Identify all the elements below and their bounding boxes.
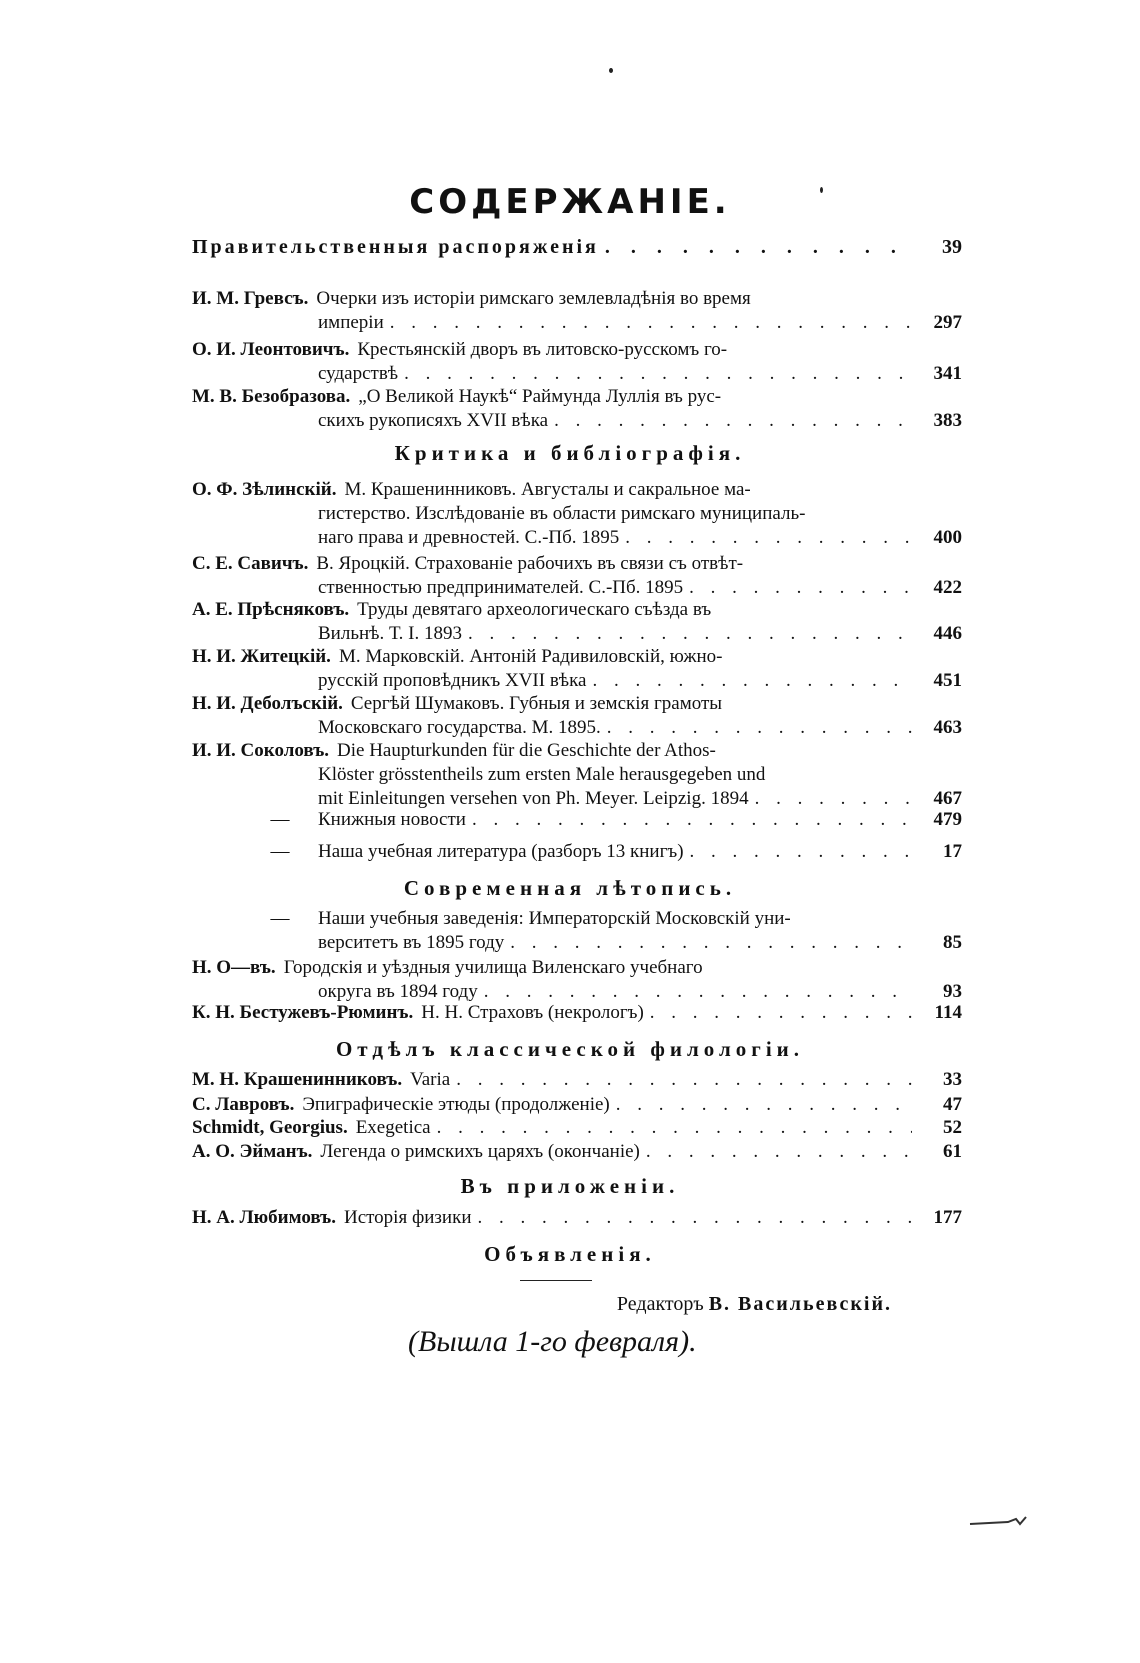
editor-name: В. Васильевскій. [708, 1293, 892, 1315]
entry-dash: — [270, 809, 290, 830]
page-number: 61 [943, 1141, 962, 1162]
dot-leader [404, 362, 912, 386]
dot-leader [478, 1206, 913, 1230]
entry-title-line: „О Великой Наукѣ“ Раймунда Луллія въ рус- [358, 386, 722, 407]
entry-author: А. О. Эйманъ. [192, 1141, 313, 1162]
toc-entry [192, 552, 962, 600]
page-number: 446 [933, 623, 962, 644]
entry-title-line: Вильнѣ. Т. I. 1893 [318, 623, 463, 644]
dot-leader [437, 1116, 912, 1140]
dot-leader [625, 526, 912, 550]
entry-author: Н. О—въ. [192, 957, 276, 978]
entry-title-line: Крестьянскій дворъ въ литовско-русскомъ го- [357, 339, 728, 360]
entry-author: С. Е. Савичъ. [192, 553, 309, 574]
dot-leader [390, 311, 912, 335]
toc-entry [192, 1001, 962, 1025]
toc-entry [192, 1116, 962, 1140]
entry-title-line: русскій проповѣдникъ XVII вѣка [318, 670, 587, 691]
toc-entry [192, 1206, 962, 1230]
entry-title-line: Городскія и уѣздныя училища Виленскаго учебнаго [283, 957, 703, 978]
toc-entry [192, 478, 962, 550]
section-heading-announcements: Объявленія. [484, 1242, 656, 1266]
page-number: 400 [933, 527, 962, 548]
entry-title-line: mit Einleitungen versehen von Ph. Meyer. Leipzig. 1894 [318, 788, 749, 809]
page-number: 297 [933, 312, 962, 333]
page-number: 463 [933, 717, 962, 738]
toc-entry [192, 956, 962, 1004]
entry-title-line: скихъ рукописяхъ XVII вѣка [318, 410, 549, 431]
entry-dash: — [270, 841, 290, 862]
dot-leader [607, 716, 912, 740]
page-number: 52 [943, 1117, 962, 1138]
section-heading-critique: Критика и библіографія. [394, 441, 746, 465]
entry-title-line: Сергѣй Шумаковъ. Губныя и земскія грамоты [350, 693, 723, 714]
entry-author: А. Е. Прѣсняковъ. [192, 599, 350, 620]
entry-title-line: Наши учебныя заведенія: Императорскій Московскій уни- [318, 908, 791, 929]
page-number: 341 [933, 363, 962, 384]
entry-author: О. И. Леонтовичъ. [192, 339, 350, 360]
dot-leader [646, 1140, 912, 1164]
toc-entry [192, 338, 962, 386]
page-number: 39 [942, 236, 962, 258]
page-number: 479 [933, 809, 962, 830]
dot-leader [690, 840, 912, 864]
dot-leader [616, 1093, 912, 1117]
dot-leader [456, 1068, 912, 1092]
page-number: 85 [943, 932, 962, 953]
entry-title-line: Труды девятаго археологическаго съѣзда въ [357, 599, 712, 620]
entry-author: И. И. Соколовъ. [192, 740, 330, 761]
entry-title-line: Exegetica [355, 1117, 431, 1138]
dot-leader [510, 931, 912, 955]
toc-entry [192, 840, 962, 864]
entry-title-line: имперіи [318, 312, 384, 333]
handwritten-note: (Вышла 1-го февраля). [408, 1325, 697, 1358]
entry-title-line: Исторія физики [343, 1207, 472, 1228]
entry-title-line: гистерство. Изслѣдованіе въ области римскаго муниципаль- [318, 503, 806, 524]
entry-title-line: В. Яроцкій. Страхованіе рабочихъ въ связи съ отвѣт- [316, 553, 744, 574]
page-number: 47 [943, 1094, 962, 1115]
entry-author: И. М. Гревсъ. [192, 288, 309, 309]
dot-leader [472, 808, 912, 832]
page-number: 383 [933, 410, 962, 431]
section-heading-appendix: Въ приложеніи. [460, 1174, 680, 1198]
page-number: 114 [934, 1002, 962, 1023]
entry-title-line: Очерки изъ исторіи римскаго землевладѣнія во время [316, 288, 751, 309]
page-number: 422 [933, 577, 962, 598]
entry-title-line: Varia [410, 1069, 451, 1090]
toc-entry [192, 645, 962, 693]
entry-title-line: Легенда о римскихъ царяхъ (окончаніе) [320, 1141, 640, 1162]
section-title: Правительственныя распоряженія [192, 236, 599, 258]
page-title: СОДЕРЖАНІЕ. [409, 182, 731, 222]
scan-speck [609, 68, 613, 73]
entry-title-line: М. Крашенинниковъ. Августалы и сакральное ма- [344, 479, 751, 500]
page-number: 33 [943, 1069, 962, 1090]
entry-title-line: ственностью предпринимателей. С.-Пб. 1895 [318, 577, 684, 598]
dot-leader [605, 236, 912, 259]
government-orders-entry [192, 236, 962, 259]
toc-entry [192, 598, 962, 646]
page-number: 451 [933, 670, 962, 691]
toc-entry [192, 692, 962, 740]
entry-author: К. Н. Бестужевъ-Рюминъ. [192, 1002, 414, 1023]
editor-line [617, 1293, 892, 1316]
entry-title-line: округа въ 1894 году [318, 981, 478, 1002]
dot-leader [689, 576, 912, 600]
toc-entry [192, 1068, 962, 1092]
entry-author: Schmidt, Georgius. [192, 1117, 348, 1138]
dot-leader [554, 409, 912, 433]
entry-author: С. Лавровъ. [192, 1094, 295, 1115]
entry-author: Н. И. Житецкій. [192, 646, 331, 667]
entry-title-line: Московскаго государства. М. 1895. [318, 717, 601, 738]
dot-leader [593, 669, 913, 693]
pencil-mark-icon [968, 1515, 1028, 1527]
page-number: 177 [933, 1207, 962, 1228]
toc-entry [192, 1093, 962, 1117]
dot-leader [650, 1001, 912, 1025]
toc-entry [192, 907, 962, 955]
dot-leader [468, 622, 912, 646]
toc-entry [192, 808, 962, 832]
entry-author: О. Ф. Зѣлинскій. [192, 479, 337, 500]
section-heading-chronicle: Современная лѣтопись. [403, 876, 737, 900]
page-number: 93 [943, 981, 962, 1002]
entry-title-line: наго права и древностей. С.-Пб. 1895 [318, 527, 620, 548]
entry-title-line: верситетъ въ 1895 году [318, 932, 505, 953]
entry-author: М. Н. Крашенинниковъ. [192, 1069, 403, 1090]
entry-title-line: Наша учебная литература (разборъ 13 книгъ) [318, 841, 684, 862]
toc-entry [192, 385, 962, 433]
entry-title-line: Н. Н. Страховъ (некрологъ) [421, 1002, 644, 1023]
entry-title-line: Книжныя новости [318, 809, 466, 830]
entry-title-line: Klöster grösstentheils zum ersten Male herausgegeben und [318, 764, 766, 785]
page-number: 17 [943, 841, 962, 862]
toc-entry [192, 1140, 962, 1164]
editor-label: Редакторъ [616, 1293, 704, 1315]
page-number: 467 [933, 788, 962, 809]
divider-rule [520, 1280, 592, 1281]
entry-title-line: сударствѣ [318, 363, 399, 384]
entry-title-line: Die Haupturkunden für die Geschichte der Athos- [337, 740, 716, 761]
toc-entry [192, 739, 962, 811]
entry-title-line: М. Марковскій. Антоній Радивиловскій, южно- [338, 646, 723, 667]
entry-author: Н. И. Деболъскій. [192, 693, 343, 714]
toc-entry [192, 287, 962, 335]
entry-author: Н. А. Любимовъ. [192, 1207, 336, 1228]
section-heading-classical: Отдѣлъ классической филологіи. [335, 1037, 805, 1061]
entry-title-line: Эпиграфическіе этюды (продолженіе) [302, 1094, 610, 1115]
entry-author: М. В. Безобразова. [192, 386, 351, 407]
entry-dash: — [270, 908, 290, 929]
